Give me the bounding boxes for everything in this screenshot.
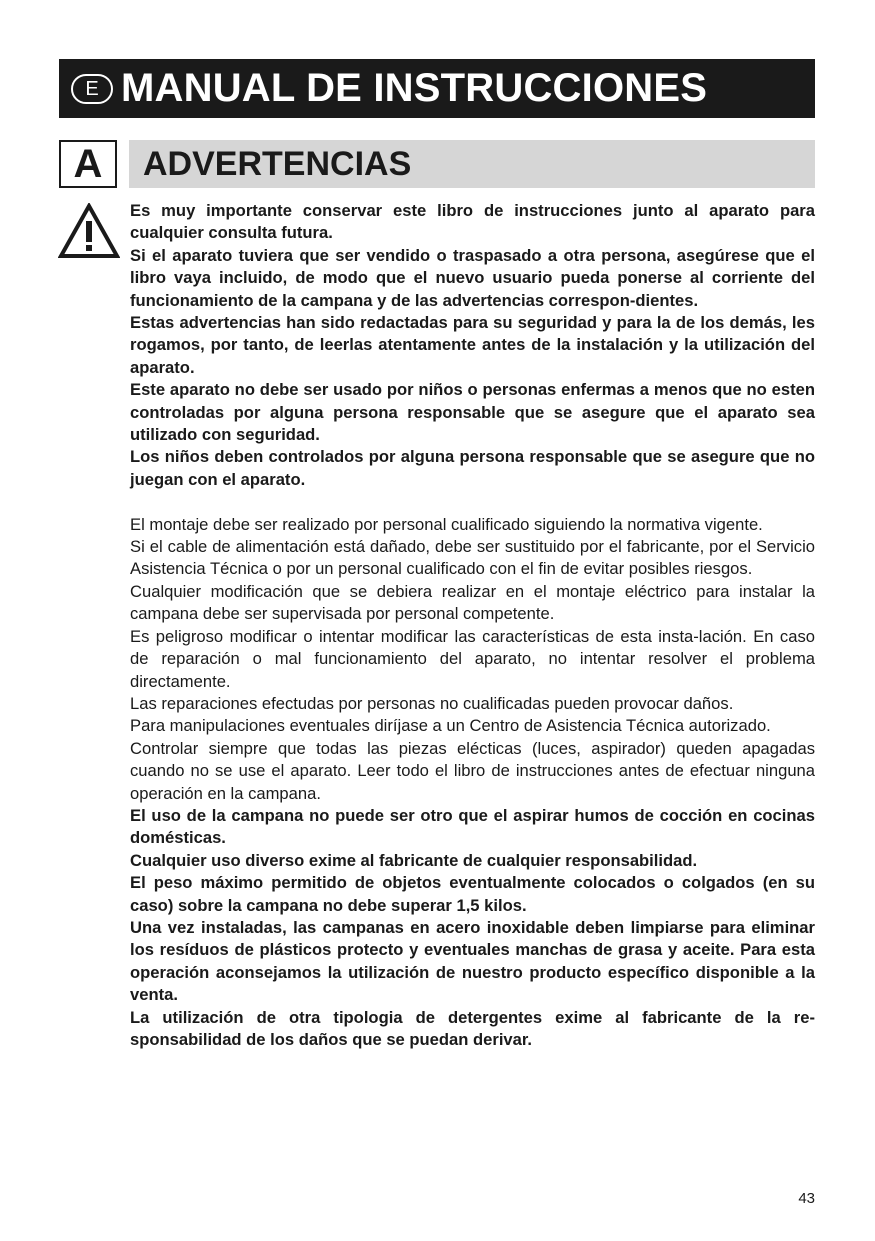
paragraph: Si el cable de alimentación está dañado, debe ser sustituido por el fabricante, por el Servicio Asistencia Técnica o por un personal cualificado con el fin de evitar posibles riesgos. [130,537,815,579]
warning-triangle-icon [58,203,120,259]
section-header [129,140,815,188]
language-badge: E [71,74,113,104]
paragraph: Este aparato no debe ser usado por niños o personas enfermas a menos que no esten controladas por alguna persona responsable que se asegure que el aparato sea utilizado con seguridad. [130,380,815,445]
paragraph: La utilización de otra tipologia de detergentes exime al fabricante de la re-sponsabilidad de los daños que se puedan derivar. [130,1007,815,1050]
paragraph: Las reparaciones efectudas por personas no cualificadas pueden provocar daños. [130,693,734,713]
paragraph: Una vez instaladas, las campanas en acero inoxidable deben limpiarse para eliminar los resíduos de plásticos protecto y eventuales manchas de grasa y aceite. Para esta operación aconsejamos la utilización de nuestro producto específico disponible a la venta. [130,917,815,1005]
paragraph: Es muy importante conservar este libro de instrucciones junto al aparato para cualquier consulta futura. [130,201,815,243]
manual-title-bar [59,59,815,118]
paragraph: El uso de la campana no puede ser otro que el aspirar humos de cocción en cocinas domésticas. [130,805,815,848]
paragraph: Cualquier uso diverso exime al fabricante de cualquier responsabilidad. [130,850,698,870]
paragraph: El peso máximo permitido de objetos eventualmente colocados o colgados (en su caso) sobre la campana no debe superar 1,5 kilos. [130,873,815,915]
warnings-text [130,200,815,1051]
section-letter-box: A [59,140,117,188]
page-number: 43 [798,1190,815,1207]
section-title: ADVERTENCIAS [143,144,412,183]
paragraph: El montaje debe ser realizado por personal cualificado siguiendo la normativa vigente. [130,514,763,534]
paragraph: Los niños deben controlados por alguna persona responsable que se asegure que no juegan con el aparato. [130,447,815,489]
paragraph: Cualquier modificación que se debiera realizar en el montaje eléctrico para instalar la campana debe ser supervisada por personal competente. [130,581,815,624]
paragraph: Si el aparato tuviera que ser vendido o traspasado a otra persona, asegúrese que el libro vaya incluido, de modo que el nuevo usuario pueda ponerse al corriente del funcionamiento de la campana y de las advertencias correspon-dientes. [130,245,815,310]
paragraph: Estas advertencias han sido redactadas para su seguridad y para la de los demás, les rogamos, por tanto, de leerlas atentamente antes de la instalación y la utilización del aparato. [130,313,815,377]
paragraph: Para manipulaciones eventuales diríjase a un Centro de Asistencia Técnica autorizado. [130,716,771,736]
paragraph-spacer [130,491,815,513]
paragraph: Es peligroso modificar o intentar modificar las características de esta insta-lación. En caso de reparación o mal funcionamiento del aparato, no intentar resolver el problema directamente. [130,626,815,691]
paragraph: Controlar siempre que todas las piezas elécticas (luces, aspirador) queden apagadas cuando no se use el aparato. Leer todo el libro de instrucciones antes de efectuar ninguna operación en la campana. [130,738,815,803]
page-title: MANUAL DE INSTRUCCIONES [121,66,708,110]
